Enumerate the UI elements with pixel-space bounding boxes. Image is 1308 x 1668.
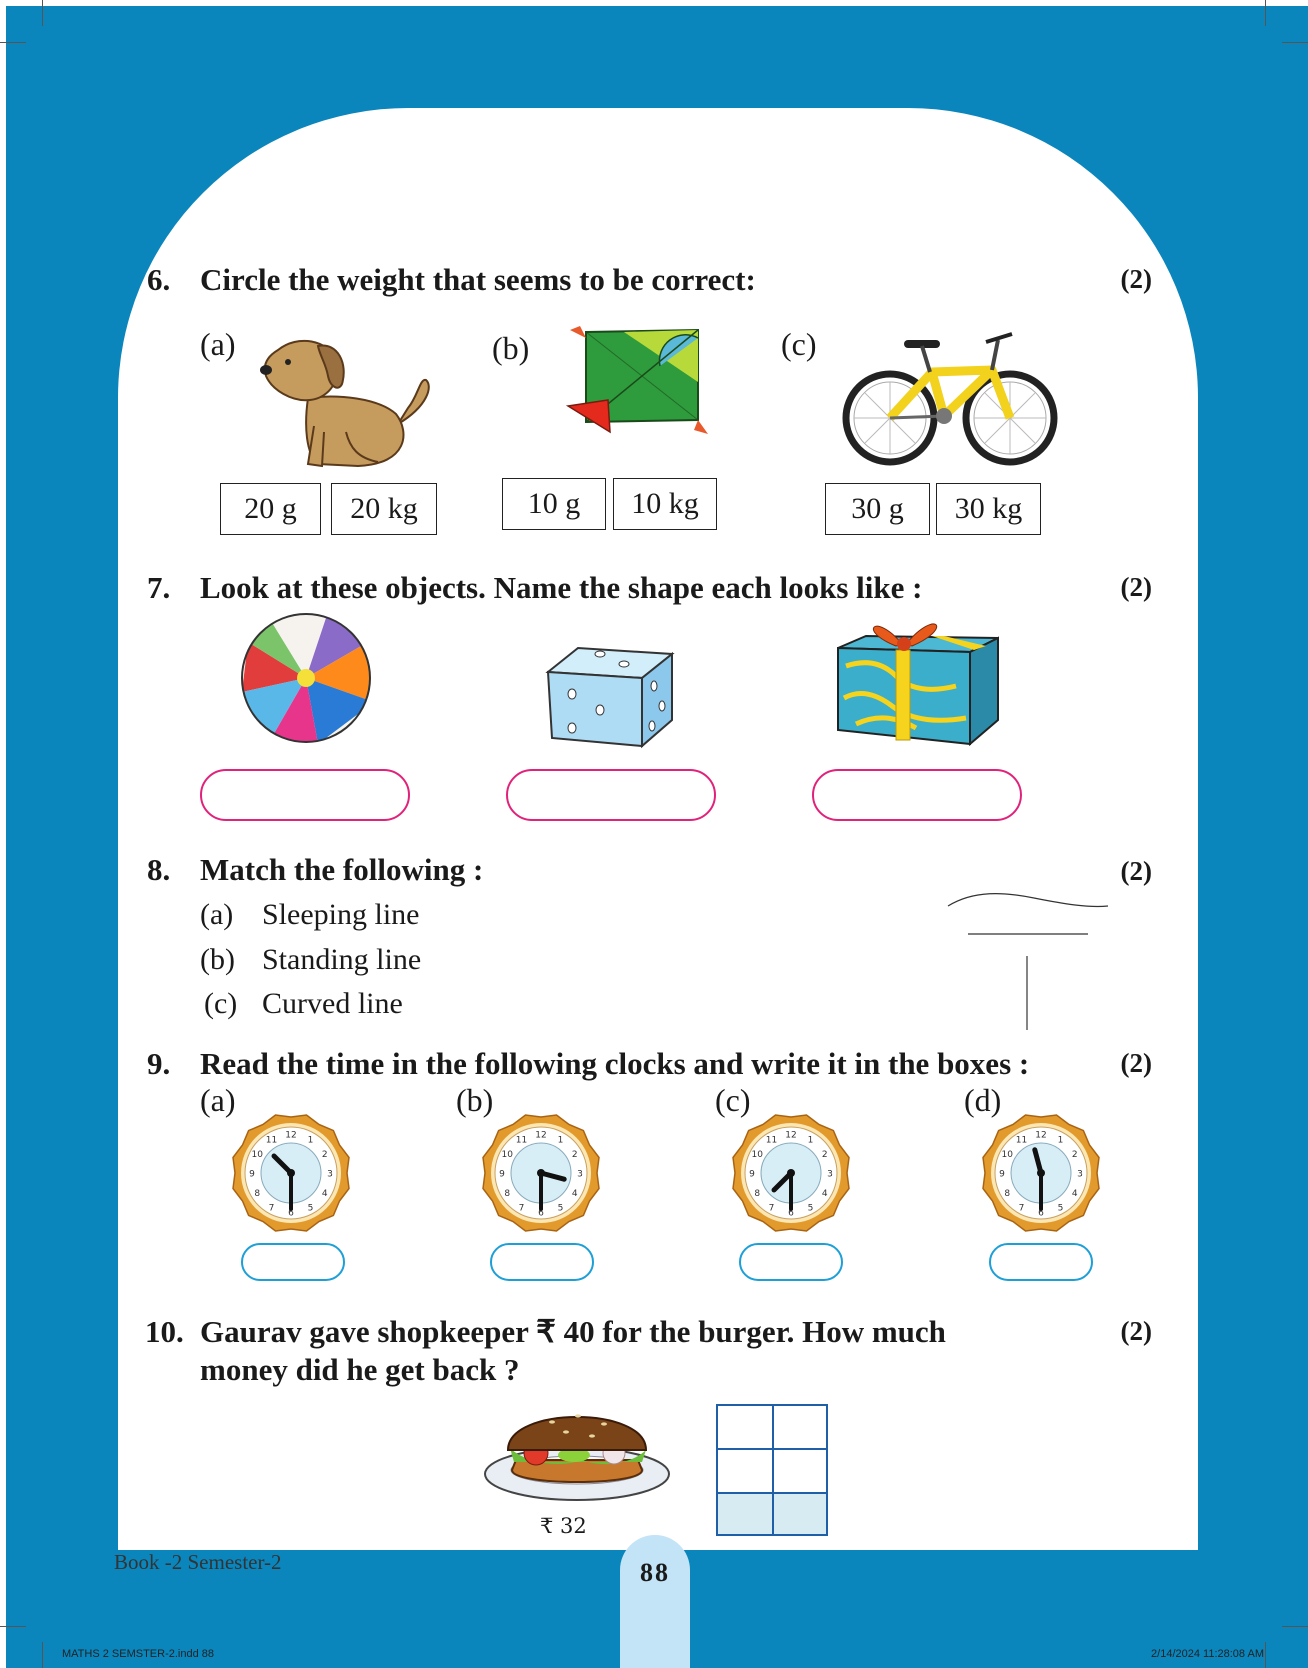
clock-numeral: 6 bbox=[788, 1208, 794, 1219]
question-6-text: Circle the weight that seems to be correct: bbox=[200, 262, 756, 297]
clock-numeral: 3 bbox=[1077, 1169, 1083, 1180]
clock-numeral: 10 bbox=[501, 1150, 513, 1160]
dog-icon bbox=[258, 336, 438, 470]
question-7-marks: (2) bbox=[1120, 572, 1152, 602]
clock-numeral: 10 bbox=[751, 1150, 763, 1160]
page-number-tab bbox=[620, 1535, 690, 1668]
clock-c-answer-field[interactable] bbox=[739, 1243, 843, 1281]
clock-numeral: 4 bbox=[321, 1189, 328, 1199]
page-number: 88 bbox=[640, 1558, 670, 1587]
clock-numeral: 11 bbox=[1015, 1135, 1028, 1146]
shape-answer-field[interactable] bbox=[200, 769, 410, 821]
clock-numeral: 10 bbox=[1001, 1150, 1013, 1160]
match-item-label: (a) bbox=[200, 898, 234, 931]
crop-mark bbox=[1265, 1642, 1266, 1668]
shape-answer-field[interactable] bbox=[812, 769, 1022, 821]
clock-numeral: 1 bbox=[1057, 1135, 1064, 1146]
question-8-text: Match the following : bbox=[200, 852, 484, 887]
question-10-number: 10. bbox=[145, 1314, 184, 1349]
clock-numeral: 7 bbox=[518, 1203, 525, 1214]
clock-c-icon bbox=[728, 1110, 854, 1236]
clock-numeral: 6 bbox=[538, 1208, 544, 1219]
q6-item-b-label: (b) bbox=[492, 330, 530, 366]
question-9-text: Read the time in the following clocks and write it in the boxes : bbox=[200, 1046, 1030, 1081]
crop-mark bbox=[1282, 1626, 1308, 1627]
clock-numeral: 2 bbox=[1071, 1150, 1078, 1160]
clock-numeral: 4 bbox=[821, 1189, 828, 1199]
clock-numeral: 9 bbox=[499, 1169, 505, 1180]
match-item-label: (c) bbox=[204, 987, 238, 1020]
clock-numeral: 3 bbox=[577, 1169, 583, 1180]
clock-numeral: 7 bbox=[1018, 1203, 1025, 1214]
clock-numeral: 1 bbox=[307, 1135, 314, 1146]
clock-numeral: 8 bbox=[1004, 1189, 1011, 1199]
clock-d-icon bbox=[978, 1110, 1104, 1236]
clock-label-b: (b) bbox=[456, 1082, 494, 1118]
crop-mark bbox=[42, 1642, 43, 1668]
clock-numeral: 6 bbox=[288, 1208, 294, 1219]
clock-numeral: 7 bbox=[268, 1203, 275, 1214]
crop-mark bbox=[1265, 0, 1266, 26]
question-9-marks: (2) bbox=[1120, 1048, 1152, 1078]
timestamp-slug: 2/14/2024 11:28:08 AM bbox=[1151, 1648, 1264, 1660]
clock-a-answer-field[interactable] bbox=[241, 1243, 345, 1281]
match-item-text: Standing line bbox=[262, 943, 422, 976]
clock-numeral: 3 bbox=[327, 1169, 333, 1180]
curved-line bbox=[948, 894, 1108, 907]
question-10-line-1: Gaurav gave shopkeeper ₹ 40 for the burger. How much bbox=[200, 1314, 946, 1349]
question-10-marks: (2) bbox=[1120, 1316, 1152, 1346]
question-10-line-2: money did he get back ? bbox=[200, 1352, 520, 1387]
clock-numeral: 6 bbox=[1038, 1208, 1044, 1219]
weight-option-box[interactable]: 10 g bbox=[502, 478, 606, 530]
match-item-text: Curved line bbox=[262, 987, 403, 1020]
bicycle-icon bbox=[842, 332, 1060, 466]
clock-label-d: (d) bbox=[964, 1082, 1002, 1118]
clock-numeral: 3 bbox=[827, 1169, 833, 1180]
clock-numeral: 10 bbox=[251, 1150, 263, 1160]
crop-mark bbox=[42, 0, 43, 26]
clock-numeral: 4 bbox=[1071, 1189, 1078, 1199]
burger-price: ₹ 32 bbox=[540, 1514, 587, 1538]
clock-numeral: 11 bbox=[515, 1135, 528, 1146]
weight-option-box[interactable]: 20 g bbox=[220, 483, 321, 535]
clock-numeral: 9 bbox=[999, 1169, 1005, 1180]
book-info: Book -2 Semester-2 bbox=[114, 1550, 282, 1574]
clock-numeral: 8 bbox=[254, 1189, 261, 1199]
weight-option-box[interactable]: 20 kg bbox=[331, 483, 437, 535]
clock-numeral: 12 bbox=[285, 1130, 297, 1141]
clock-label-a: (a) bbox=[200, 1082, 236, 1118]
match-lines bbox=[944, 884, 1114, 1034]
clock-numeral: 2 bbox=[321, 1150, 328, 1160]
clock-d-answer-field[interactable] bbox=[989, 1243, 1093, 1281]
weight-option-box[interactable]: 10 kg bbox=[613, 478, 717, 530]
gift-box-icon bbox=[836, 606, 1000, 746]
clock-numeral: 5 bbox=[307, 1203, 314, 1214]
clock-label-c: (c) bbox=[715, 1082, 751, 1118]
crop-mark bbox=[0, 1626, 26, 1627]
clock-numeral: 11 bbox=[765, 1135, 778, 1146]
clock-numeral: 5 bbox=[807, 1203, 814, 1214]
clock-numeral: 8 bbox=[504, 1189, 511, 1199]
kite-icon bbox=[564, 326, 712, 438]
question-7-text: Look at these objects. Name the shape each looks like : bbox=[200, 570, 923, 605]
clock-numeral: 2 bbox=[821, 1150, 828, 1160]
clock-numeral: 12 bbox=[1035, 1130, 1047, 1141]
question-6-marks: (2) bbox=[1120, 264, 1152, 294]
question-9-number: 9. bbox=[147, 1046, 171, 1081]
clock-b-icon bbox=[478, 1110, 604, 1236]
clock-numeral: 1 bbox=[557, 1135, 564, 1146]
clock-numeral: 7 bbox=[768, 1203, 775, 1214]
question-6-number: 6. bbox=[147, 262, 171, 297]
question-7-number: 7. bbox=[147, 570, 171, 605]
q6-item-c-label: (c) bbox=[781, 326, 817, 362]
crop-mark bbox=[0, 42, 26, 43]
weight-option-box[interactable]: 30 g bbox=[825, 483, 930, 535]
question-8-number: 8. bbox=[147, 852, 171, 887]
match-item-label: (b) bbox=[200, 943, 235, 976]
clock-numeral: 12 bbox=[535, 1130, 547, 1141]
clock-numeral: 4 bbox=[571, 1189, 578, 1199]
question-8-marks: (2) bbox=[1120, 856, 1152, 886]
shape-answer-field[interactable] bbox=[506, 769, 716, 821]
dice-icon bbox=[544, 644, 676, 750]
clock-numeral: 5 bbox=[557, 1203, 564, 1214]
match-item-text: Sleeping line bbox=[262, 898, 420, 931]
clock-numeral: 9 bbox=[249, 1169, 255, 1180]
clock-numeral: 1 bbox=[807, 1135, 814, 1146]
burger-icon bbox=[482, 1398, 672, 1510]
clock-a-icon bbox=[228, 1110, 354, 1236]
q6-item-a-label: (a) bbox=[200, 326, 236, 362]
weight-option-box[interactable]: 30 kg bbox=[936, 483, 1041, 535]
clock-numeral: 8 bbox=[754, 1189, 761, 1199]
clock-b-answer-field[interactable] bbox=[490, 1243, 594, 1281]
crop-mark bbox=[1282, 42, 1308, 43]
answer-grid[interactable] bbox=[716, 1404, 828, 1536]
clock-numeral: 11 bbox=[265, 1135, 278, 1146]
ball-icon bbox=[238, 612, 374, 744]
clock-numeral: 9 bbox=[749, 1169, 755, 1180]
file-slug: MATHS 2 SEMSTER-2.indd 88 bbox=[62, 1648, 215, 1660]
clock-numeral: 5 bbox=[1057, 1203, 1064, 1214]
clock-numeral: 12 bbox=[785, 1130, 797, 1141]
clock-numeral: 2 bbox=[571, 1150, 578, 1160]
